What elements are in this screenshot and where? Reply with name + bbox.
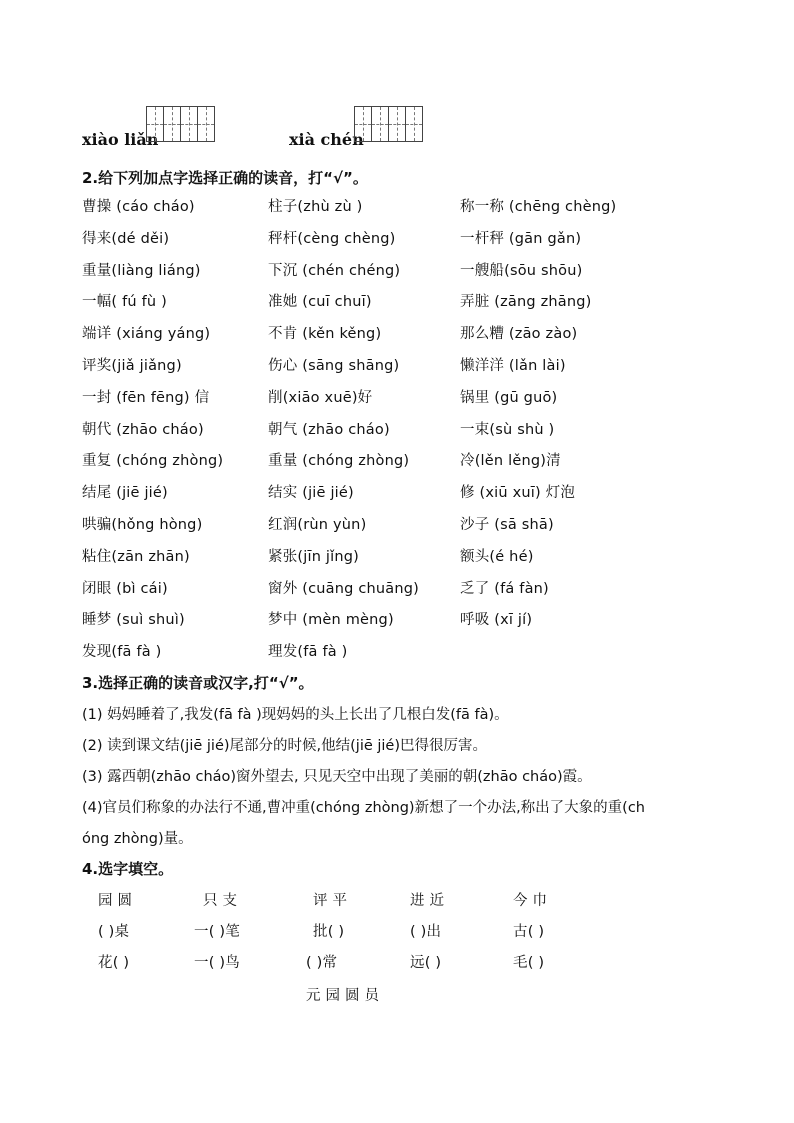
reading-choice-item[interactable]: 粘住(zān zhān): [82, 549, 190, 565]
reading-choice-item[interactable]: 秤杆(cèng chèng): [268, 231, 396, 247]
reading-choice-item[interactable]: 曹操 (cáo cháo): [82, 199, 195, 215]
fill-blank-3a[interactable]: 批( ): [313, 924, 345, 940]
reading-choice-item[interactable]: 修 (xiū xuī) 灯泡: [460, 485, 576, 501]
choice-chars-1: 园 圆: [98, 893, 133, 909]
reading-choice-item[interactable]: 那么糟 (zāo zào): [460, 326, 578, 342]
grid-cell: [388, 106, 406, 142]
reading-choice-item[interactable]: 哄骗(hǒng hòng): [82, 517, 203, 533]
reading-choice-item[interactable]: 懒洋洋 (lǎn lài): [460, 358, 566, 374]
fill-blank-3b[interactable]: ( )常: [306, 955, 338, 971]
section-3-line-4: (4)官员们称象的办法行不通,曹冲重(chóng zhòng)新想了一个办法,称出了大象的重(ch: [82, 800, 645, 816]
reading-choice-item[interactable]: 结尾 (jiē jié): [82, 485, 168, 501]
reading-choice-item[interactable]: 朝气 (zhāo cháo): [268, 422, 390, 438]
fill-blank-4b[interactable]: 远( ): [410, 955, 442, 971]
grid-cell: [354, 106, 372, 142]
reading-choice-item[interactable]: 闭眼 (bì cái): [82, 581, 168, 597]
choice-chars-5: 今 巾: [513, 893, 548, 909]
reading-choice-item[interactable]: 结实 (jiē jié): [268, 485, 354, 501]
fill-blank-4a[interactable]: ( )出: [410, 924, 442, 940]
reading-choice-item[interactable]: 伤心 (sāng shāng): [268, 358, 400, 374]
reading-choice-item[interactable]: 不肯 (kěn kěng): [268, 326, 382, 342]
reading-choice-item[interactable]: 一封 (fēn fēng) 信: [82, 390, 210, 406]
reading-choice-item[interactable]: 一艘船(sōu shōu): [460, 263, 583, 279]
reading-choice-item[interactable]: 削(xiāo xuē)好: [268, 390, 373, 406]
reading-choice-item[interactable]: 下沉 (chén chéng): [268, 263, 401, 279]
reading-choice-item[interactable]: 窗外 (cuāng chuāng): [268, 581, 420, 597]
section-3-line-5: óng zhòng)量。: [82, 831, 193, 847]
reading-choice-item[interactable]: 理发(fā fà ): [268, 644, 348, 660]
reading-choice-item[interactable]: 得来(dé děi): [82, 231, 170, 247]
fill-blank-1a[interactable]: ( )桌: [98, 924, 130, 940]
reading-choice-item[interactable]: 发现(fā fà ): [82, 644, 162, 660]
reading-choice-item[interactable]: 乏了 (fá fàn): [460, 581, 549, 597]
section-3-line-1: (1) 妈妈睡着了,我发(fā fà )现妈妈的头上长出了几根白发(fā fà)。: [82, 707, 509, 723]
fill-blank-5b[interactable]: 毛( ): [513, 955, 545, 971]
reading-choice-item[interactable]: 呼吸 (xī jí): [460, 612, 533, 628]
reading-choice-item[interactable]: 朝代 (zhāo cháo): [82, 422, 204, 438]
reading-choice-item[interactable]: 沙子 (sā shā): [460, 517, 554, 533]
reading-choice-item[interactable]: 一杆秤 (gān gǎn): [460, 231, 582, 247]
reading-choice-item[interactable]: 弄脏 (zāng zhāng): [460, 294, 592, 310]
reading-choice-item[interactable]: 端详 (xiáng yáng): [82, 326, 211, 342]
fill-blank-2a[interactable]: 一( )笔: [194, 924, 240, 940]
reading-choice-item[interactable]: 重量(liàng liáng): [82, 263, 201, 279]
reading-choice-item[interactable]: 睡梦 (suì shuì): [82, 612, 185, 628]
choice-chars-2: 只 支: [203, 893, 238, 909]
reading-choice-item[interactable]: 紧张(jīn jǐng): [268, 549, 360, 565]
reading-choice-item[interactable]: 一束(sù shù ): [460, 422, 555, 438]
writing-grid-1[interactable]: [146, 106, 214, 142]
fill-blank-5a[interactable]: 古( ): [513, 924, 545, 940]
fill-blank-1b[interactable]: 花( ): [98, 955, 130, 971]
reading-choice-item[interactable]: 红润(rùn yùn): [268, 517, 367, 533]
section-2-heading: 2.给下列加点字选择正确的读音，打“√”。: [82, 169, 368, 187]
section-3-heading: 3.选择正确的读音或汉字,打“√”。: [82, 674, 314, 692]
choice-chars-extra: 元 园 圆 员: [306, 988, 380, 1004]
grid-cell: [146, 106, 164, 142]
reading-choice-item[interactable]: 锅里 (gū guō): [460, 390, 558, 406]
reading-choice-item[interactable]: 重量 (chóng zhòng): [268, 453, 410, 469]
choice-chars-4: 进 近: [410, 893, 445, 909]
choice-chars-3: 评 平: [313, 893, 348, 909]
section-3-line-3: (3) 露西朝(zhāo cháo)窗外望去, 只见天空中出现了美丽的朝(zhāo cháo)霞。: [82, 769, 592, 785]
reading-choice-item[interactable]: 柱子(zhù zù ): [268, 199, 363, 215]
grid-cell: [197, 106, 215, 142]
section-4-heading: 4.选字填空。: [82, 860, 174, 878]
reading-choice-item[interactable]: 重复 (chóng zhòng): [82, 453, 224, 469]
pinyin-xia-chen: xià chén: [289, 130, 364, 149]
grid-cell: [163, 106, 181, 142]
reading-choice-item[interactable]: 梦中 (mèn mèng): [268, 612, 394, 628]
reading-choice-item[interactable]: 评奖(jiǎ jiǎng): [82, 358, 182, 374]
reading-choice-item[interactable]: 冷(lěn lěng)清: [460, 453, 561, 469]
reading-choice-item[interactable]: 准她 (cuī chuī): [268, 294, 372, 310]
grid-cell: [180, 106, 198, 142]
pinyin-xiao-lian: xiào liǎn: [82, 130, 159, 149]
writing-grid-2[interactable]: [354, 106, 422, 142]
reading-choice-item[interactable]: 称一称 (chēng chèng): [460, 199, 617, 215]
reading-choice-item[interactable]: 一幅( fú fù ): [82, 294, 167, 310]
section-3-line-2: (2) 读到课文结(jiē jié)尾部分的时候,他结(jiē jié)巴得很厉害。: [82, 738, 488, 754]
grid-cell: [371, 106, 389, 142]
reading-choice-item[interactable]: 额头(é hé): [460, 549, 534, 565]
grid-cell: [405, 106, 423, 142]
fill-blank-2b[interactable]: 一( )鸟: [194, 955, 240, 971]
